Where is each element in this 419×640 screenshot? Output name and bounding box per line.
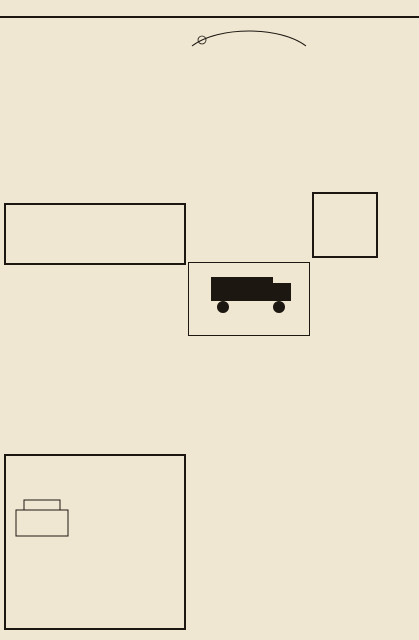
lottery-ad bbox=[4, 268, 186, 338]
sale-ad bbox=[252, 336, 380, 382]
column-1-article-b bbox=[4, 134, 92, 200]
column-1-article-a bbox=[4, 22, 92, 132]
typewriter-ad bbox=[4, 454, 186, 630]
furniture-ad bbox=[188, 340, 250, 400]
paper-ad bbox=[4, 340, 186, 450]
far-right-column bbox=[382, 22, 416, 622]
right-news-column bbox=[312, 22, 378, 190]
hardware-ad bbox=[188, 418, 380, 630]
truck-illustration bbox=[189, 263, 309, 325]
insurance-ad bbox=[312, 192, 378, 258]
column-2-notice-a bbox=[96, 22, 184, 144]
typewriter-illustration bbox=[12, 496, 72, 542]
oil-ad bbox=[188, 262, 310, 336]
program-illustration bbox=[188, 22, 310, 52]
readers-ad bbox=[252, 384, 380, 414]
column-2-notice-b bbox=[96, 146, 184, 200]
bottom-strip bbox=[4, 632, 416, 640]
masthead bbox=[0, 0, 419, 18]
shipping-ad bbox=[4, 203, 186, 265]
program-column bbox=[188, 52, 310, 258]
